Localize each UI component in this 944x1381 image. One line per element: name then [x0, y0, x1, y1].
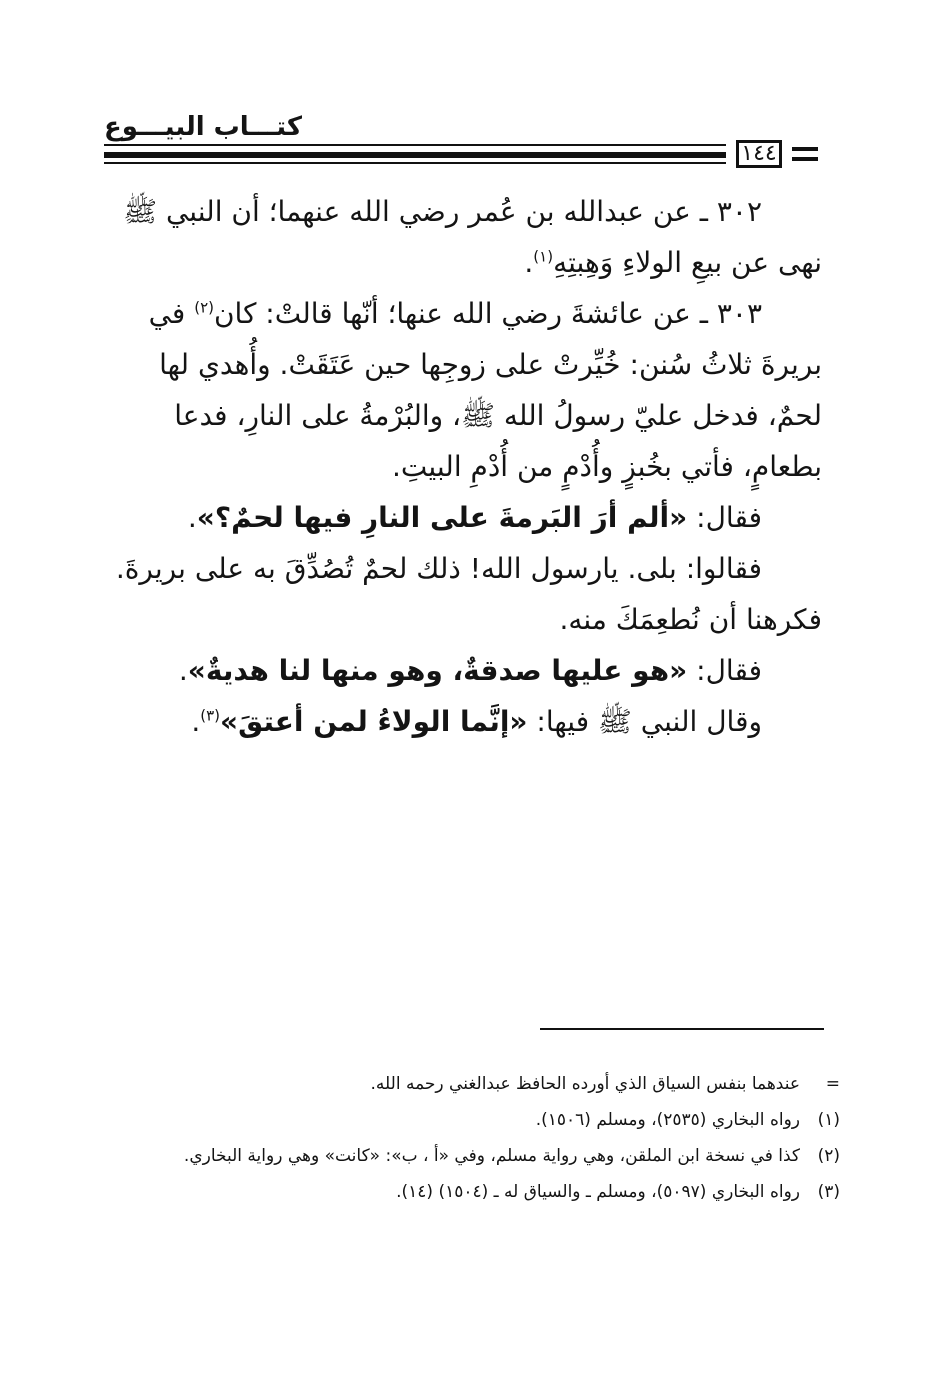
- quote-2: «هو عليها صدقةٌ، وهو منها لنا هديةٌ»: [187, 654, 688, 687]
- reply-line-1: فقالوا: بلى. يارسول الله! ذلك لحمٌ تُصُدِّقَ به على بريرةَ.: [115, 552, 762, 585]
- quote-2-line: فقال: «هو عليها صدقةٌ، وهو منها لنا هديةٌ».: [178, 654, 762, 687]
- hadith-302-line-2: نهى عن بيعِ الولاءِ وَهِبتِهِ$^{(١)}$.: [524, 246, 822, 279]
- footnote-text: كذا في نسخة ابن الملقن، وهي رواية مسلم، وفي «أ ، ب»: «كانت» وهي رواية البخاري.: [183, 1146, 800, 1166]
- footnote-text: عندهما بنفس السياق الذي أورده الحافظ عبدالغني رحمه الله.: [370, 1074, 800, 1094]
- footnote-text: رواه البخاري (٢٥٣٥)، ومسلم (١٥٠٦).: [535, 1110, 800, 1130]
- page-number-box: [736, 140, 782, 168]
- footnote-continuation: [118, 1066, 840, 1102]
- footnote-text: رواه البخاري (٥٠٩٧)، ومسلم ـ والسياق له ـ (١٥٠٤) (١٤).: [396, 1182, 800, 1202]
- footnote-mark: (١): [817, 1110, 840, 1130]
- hadith-302-line-1: ٣٠٢ ـ عن عبدالله بن عُمر رضي الله عنهما؛ أن النبي ﷺ: [123, 195, 762, 228]
- page-number: ١٤٤: [741, 141, 777, 166]
- footnote-ref-3: (٣): [200, 706, 220, 725]
- main-text: [106, 186, 822, 747]
- reply-line-2: فكرهنا أن نُطعِمَكَ منه.: [559, 603, 822, 636]
- footnote-mark: =: [825, 1074, 840, 1094]
- hadith-303-line-2: بريرةَ ثلاثُ سُنن: خُيِّرتْ على زوجِها حين عَتَقَتْ. وأُهدي لها: [159, 348, 822, 381]
- header-rule-right-top: [792, 147, 818, 151]
- footnote-mark: (٣): [817, 1182, 840, 1202]
- quote-1: «ألم أرَ البَرمةَ على النارِ فيها لحمٌ؟»: [196, 501, 688, 534]
- footnote-ref-2: (٢): [194, 298, 214, 317]
- header-rule-thin-lower: [104, 162, 726, 164]
- footnote-3: [118, 1174, 840, 1210]
- header-rule-thick: [104, 152, 726, 158]
- quote-3: «إنَّما الولاءُ لمن أعتقَ»: [220, 705, 528, 738]
- quote-1-line: فقال: «ألم أرَ البَرمةَ على النارِ فيها لحمٌ؟».: [187, 501, 762, 534]
- hadith-303-line-4: بطعامٍ، فأتي بخُبزٍ وأُدْمٍ من أُدْمِ البيتِ.: [392, 450, 822, 483]
- footnote-2: [118, 1138, 840, 1174]
- header-rule-right-bottom: [792, 157, 818, 161]
- header-rule-thin: [104, 144, 726, 146]
- footnote-separator: [540, 1028, 824, 1030]
- hadith-303-line-3: لحمٌ، فدخل عليّ رسولُ الله ﷺ، والبُرْمةُ على النارِ، فدعا: [174, 399, 822, 432]
- running-header-title: كتـــاب البيـــوع: [104, 112, 302, 142]
- footnote-1: [118, 1102, 840, 1138]
- footnote-mark: (٢): [817, 1146, 840, 1166]
- footnote-ref-1: (١): [533, 247, 554, 266]
- hadith-303-line-1: ٣٠٣ ـ عن عائشةَ رضي الله عنها؛ أنّها قالتْ: كان$^{(٢)}$ في: [148, 297, 762, 330]
- quote-3-line: وقال النبي ﷺ فيها: «إنَّما الولاءُ لمن أعتقَ»$^{(٣)}$.: [191, 705, 762, 738]
- footnotes: [118, 1066, 840, 1210]
